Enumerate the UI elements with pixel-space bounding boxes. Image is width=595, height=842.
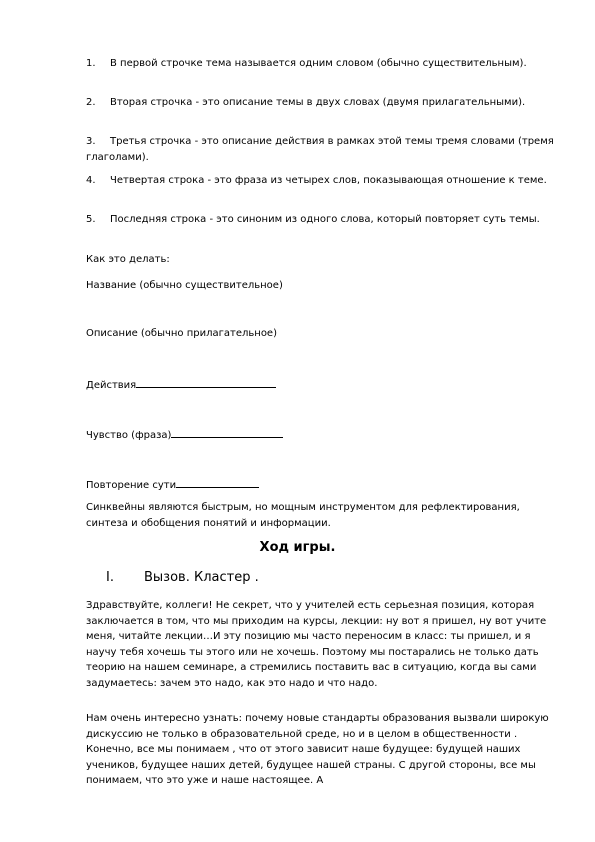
list-text: Последняя строка - это синоним из одного слова, который повторяет суть темы.	[110, 214, 540, 225]
field-name: Название (обычно существительное)	[86, 280, 283, 291]
actions-blank-line	[136, 376, 276, 388]
list-text: В первой строчке тема называется одним словом (обычно существительным).	[110, 58, 527, 69]
feeling-blank-line	[171, 426, 283, 438]
list-number: 4.	[86, 175, 96, 186]
body-paragraph: Нам очень интересно узнать: почему новые стандарты образования вызвали широкую дискуссию не только в образовательной среде, но и в целом в общественности . Конечно, все мы понимаем , что от этого зависит наше будущее: будущей наших учеников, будущее наших детей, будущее нашей страны. С другой стороны, все мы понимаем, что это уже и наше настоящее. А	[86, 713, 549, 786]
list-item	[86, 173, 556, 189]
how-to-label: Как это делать:	[86, 254, 170, 265]
field-actions-label: Действия	[86, 380, 137, 391]
list-text: Третья строчка - это описание действия в рамках этой темы тремя словами (тремя глаголами).	[86, 136, 554, 163]
body-paragraph: Здравствуйте, коллеги! Не секрет, что у учителей есть серьезная позиция, которая заключается в том, что мы приходим на курсы, лекции: ну вот я пришел, ну вот учите меня, читайте лекции…И эту позицию мы часто переносим в класс: ты пришел, и я научу тебя хочешь ты этого или не хочешь. Поэтому мы постарались не только дать теорию на нашем семинаре, а стремились поставить вас в ситуацию, когда вы сами задумаетесь: зачем это надо, как это надо и что надо.	[86, 600, 547, 689]
field-actions	[86, 376, 556, 394]
field-repeat-label: Повторение сути	[86, 480, 177, 491]
field-feeling	[86, 426, 556, 444]
field-repeat	[86, 476, 556, 494]
field-feeling-label: Чувство (фраза)	[86, 430, 172, 441]
list-number: 1.	[86, 58, 96, 69]
list-number: 5.	[86, 214, 96, 225]
field-description: Описание (обычно прилагательное)	[86, 328, 277, 339]
list-text: Четвертая строка - это фраза из четырех слов, показывающая отношение к теме.	[110, 175, 547, 186]
list-number: 2.	[86, 97, 96, 108]
list-item	[86, 134, 556, 165]
section-heading	[106, 570, 259, 585]
list-item	[86, 56, 556, 72]
list-item	[86, 212, 556, 228]
repeat-blank-line	[176, 476, 259, 488]
section-title: Вызов. Кластер .	[144, 570, 259, 585]
summary-paragraph: Синквейны являются быстрым, но мощным инструментом для рефлектирования, синтеза и обобщения понятий и информации.	[86, 502, 520, 529]
list-text: Вторая строчка - это описание темы в двух словах (двумя прилагательными).	[110, 97, 526, 108]
game-heading: Ход игры.	[259, 540, 336, 555]
section-number: I.	[106, 570, 114, 585]
list-item	[86, 95, 556, 111]
list-number: 3.	[86, 136, 96, 147]
